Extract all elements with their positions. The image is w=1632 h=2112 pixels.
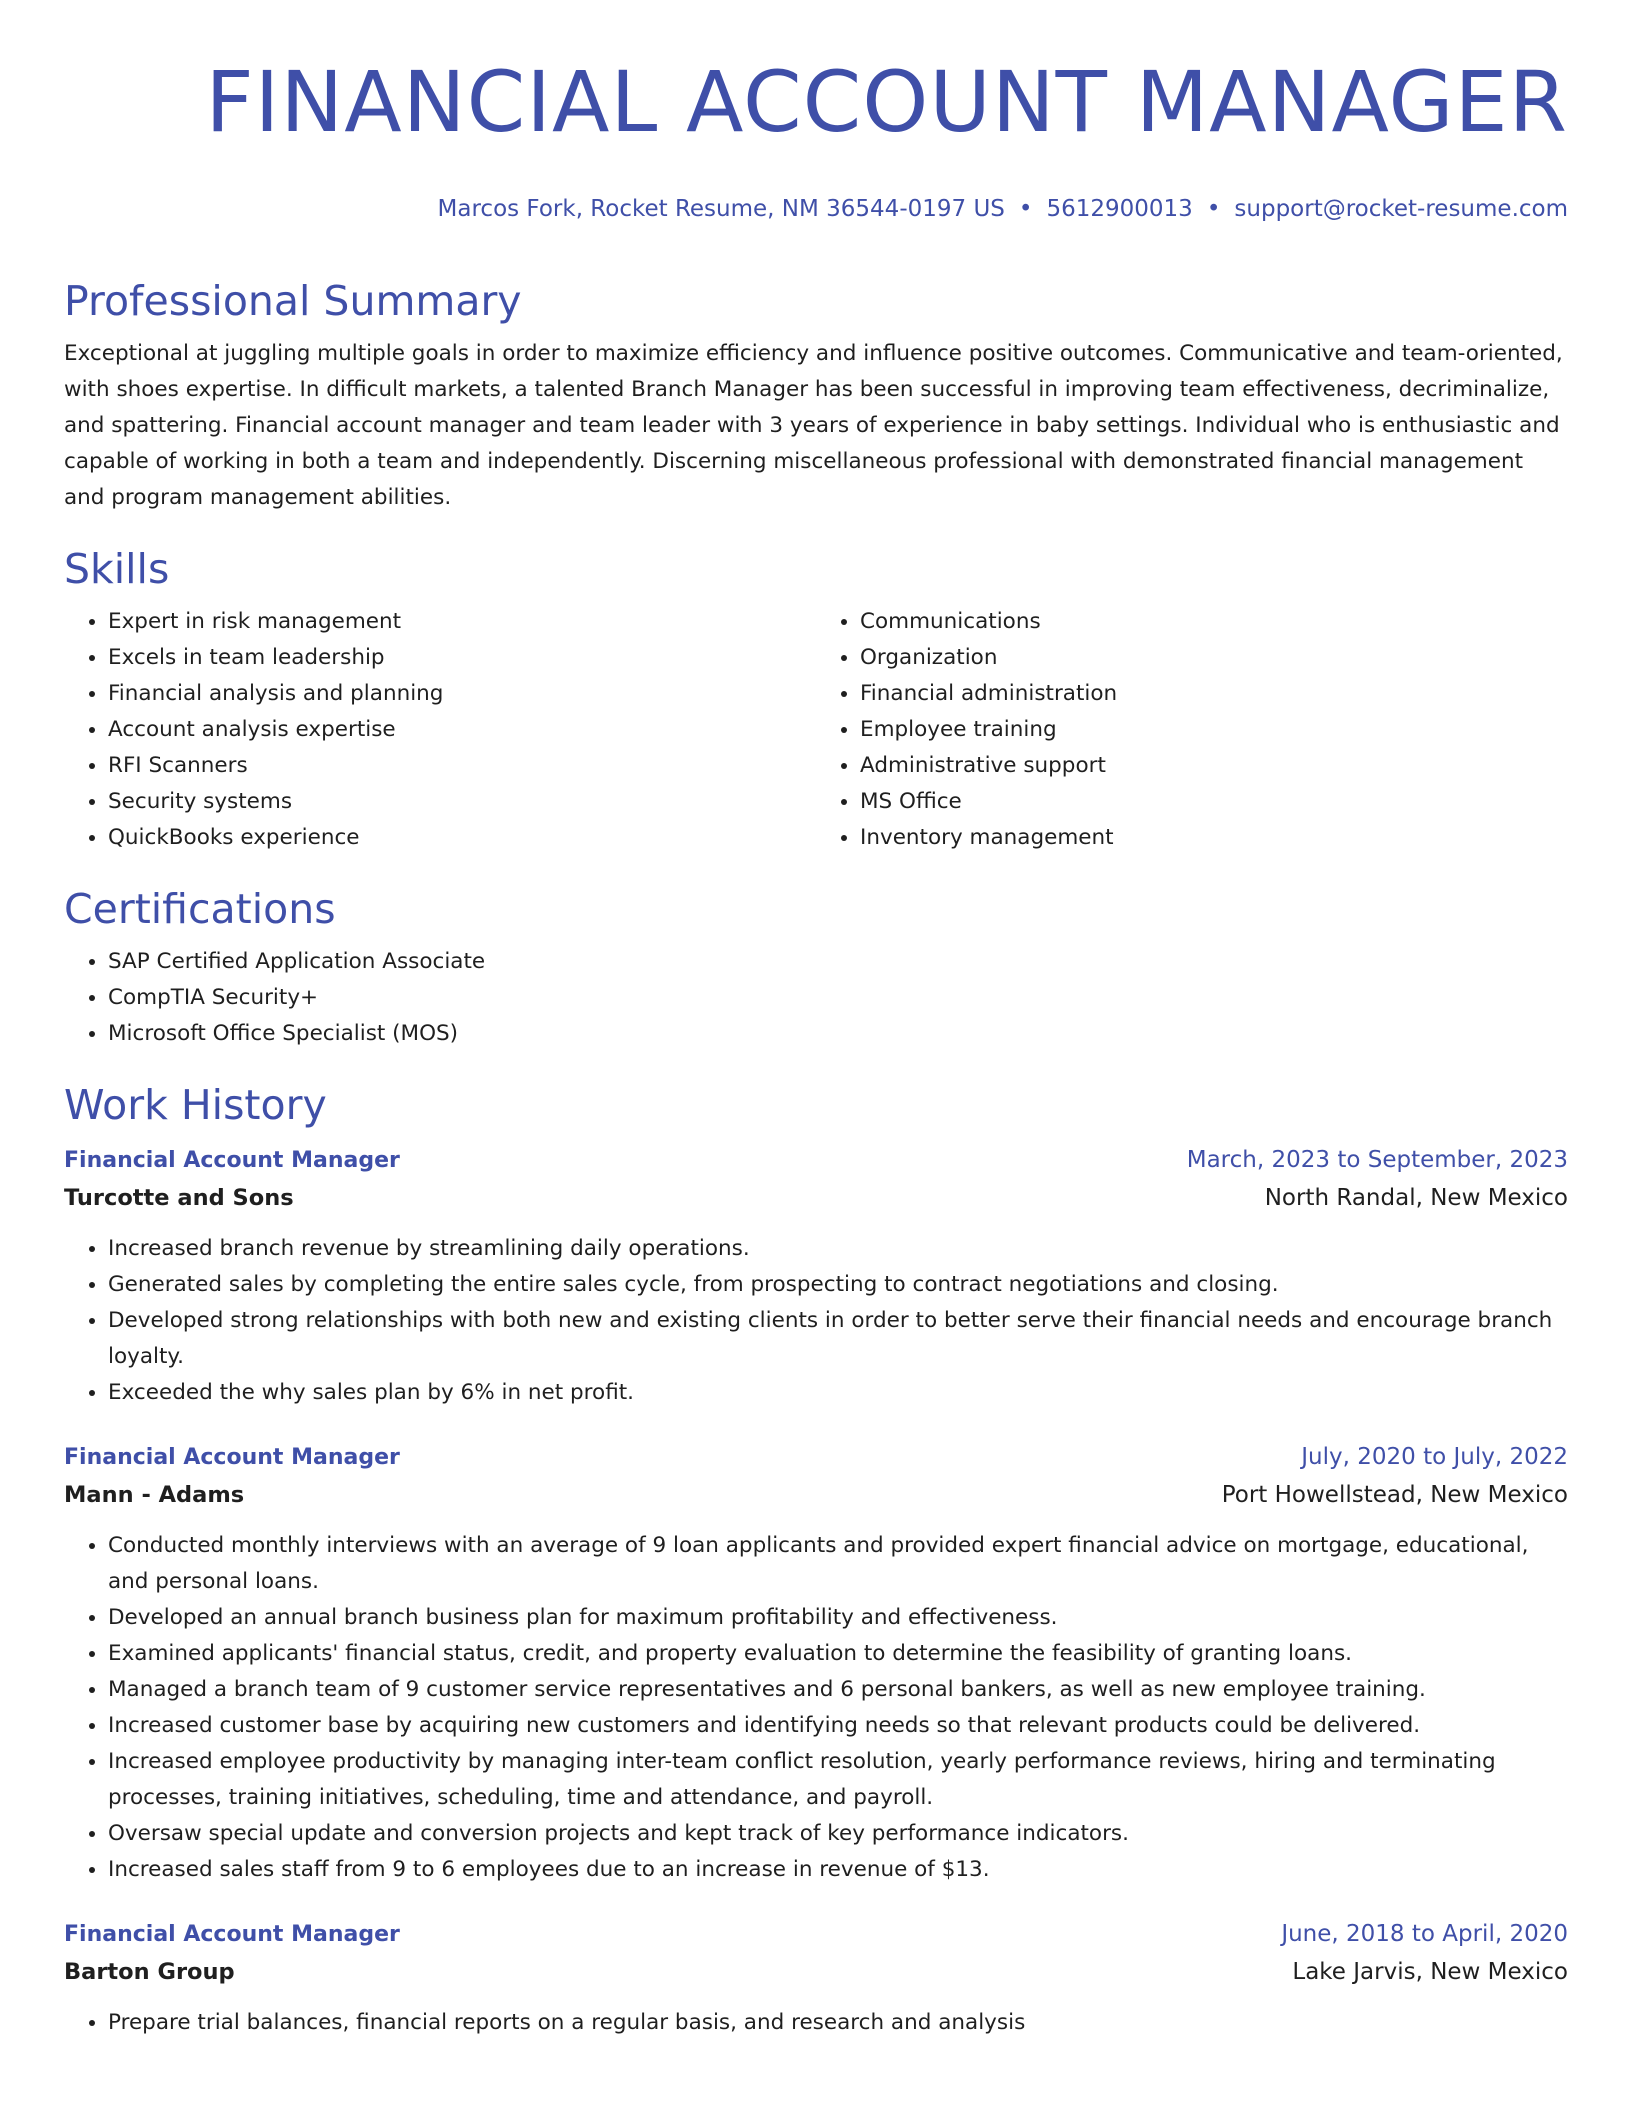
contact-address: Marcos Fork, Rocket Resume, NM 36544-0197 US [437,196,1005,222]
job-company-row [64,1179,1568,1217]
skills-list-left [64,604,816,856]
job-company-row [64,1476,1568,1514]
job-location: Port Howellstead, New Mexico [1221,1482,1568,1508]
skill-item: • RFI Scanners [108,748,816,784]
skill-item: • Communications [860,604,1568,640]
certification-item: • CompTIA Security+ [108,980,1568,1016]
job-bullets [64,1231,1568,1411]
job-company: Mann - Adams [64,1482,245,1508]
contact-email: support@rocket-resume.com [1234,196,1568,222]
job-bullet: • Developed an annual branch business plan for maximum profitability and effectiveness. [108,1600,1568,1636]
job-bullet: • Increased customer base by acquiring new customers and identifying needs so that relevant products could be delivered. [108,1708,1568,1744]
skills-heading: Skills [64,545,170,593]
job-bullet: • Prepare trial balances, financial reports on a regular basis, and research and analysis [108,2005,1568,2041]
job-entry [64,1439,1568,1888]
job-bullet: • Exceeded the why sales plan by 6% in net profit. [108,1375,1568,1411]
skill-item: • MS Office [860,784,1568,820]
job-bullet: • Increased sales staff from 9 to 6 employees due to an increase in revenue of $13. [108,1852,1568,1888]
job-bullet: • Examined applicants' financial status, credit, and property evaluation to determine the feasibility of granting loans. [108,1636,1568,1672]
contact-separator: • [1206,196,1221,222]
skill-item: • Excels in team leadership [108,640,816,676]
job-company: Barton Group [64,1959,235,1985]
job-location: North Randal, New Mexico [1264,1185,1568,1211]
contact-phone: 5612900013 [1046,196,1193,222]
job-bullet: • Conducted monthly interviews with an average of 9 loan applicants and provided expert financial advice on mortgage, educational, and personal loans. [108,1528,1568,1600]
job-dates: March, 2023 to September, 2023 [1186,1147,1568,1173]
skills-list-right [816,604,1568,856]
job-company-row [64,1953,1568,1991]
job-bullet: • Increased branch revenue by streamlining daily operations. [108,1231,1568,1267]
contact-separator: • [1018,196,1033,222]
skill-item: • Expert in risk management [108,604,816,640]
job-bullet: • Generated sales by completing the entire sales cycle, from prospecting to contract negotiations and closing. [108,1267,1568,1303]
summary-heading: Professional Summary [64,277,522,325]
certification-item: • SAP Certified Application Associate [108,944,1568,980]
skill-item: • Account analysis expertise [108,712,816,748]
job-entry [64,1142,1568,1411]
skill-item: • Financial administration [860,676,1568,712]
certifications-list [64,944,1568,1052]
skill-item: • Financial analysis and planning [108,676,816,712]
certifications-heading: Certifications [64,885,336,933]
job-title: Financial Account Manager [64,1148,400,1173]
skill-item: • QuickBooks experience [108,820,816,856]
job-title: Financial Account Manager [64,1445,400,1470]
job-location: Lake Jarvis, New Mexico [1292,1959,1568,1985]
job-bullets [64,2005,1568,2041]
job-dates: June, 2018 to April, 2020 [1281,1921,1568,1947]
skill-item: • Security systems [108,784,816,820]
job-dates: July, 2020 to July, 2022 [1301,1444,1568,1470]
skill-item: • Inventory management [860,820,1568,856]
resume-title: FINANCIAL ACCOUNT MANAGER [205,53,1568,151]
job-bullet: • Increased employee productivity by managing inter-team conflict resolution, yearly performance reviews, hiring and terminating processes, training initiatives, scheduling, time and attendance, and payroll. [108,1744,1568,1816]
skill-item: • Administrative support [860,748,1568,784]
job-title: Financial Account Manager [64,1922,400,1947]
job-entry [64,1916,1568,2041]
work-history-heading: Work History [64,1081,327,1129]
job-header-row [64,1439,1568,1476]
job-header-row [64,1916,1568,1953]
skills-columns [64,604,1568,856]
certification-item: • Microsoft Office Specialist (MOS) [108,1016,1568,1052]
job-company: Turcotte and Sons [64,1185,294,1211]
summary-text: Exceptional at juggling multiple goals in order to maximize efficiency and influence positive outcomes. Communicative and team-oriented, with shoes expertise. In difficult markets, a talented Branch Manager has been successful in improving team effectiveness, decriminalize, and spattering. Financial account manager and team leader with 3 years of experience in baby settings. Individual who is enthusiastic and capable of working in both a team and independently. Discerning miscellaneous professional with demonstrated financial management and program management abilities. [64,341,1563,510]
job-bullet: • Oversaw special update and conversion projects and kept track of key performance indicators. [108,1816,1568,1852]
job-bullet: • Developed strong relationships with both new and existing clients in order to better serve their financial needs and encourage branch loyalty. [108,1303,1568,1375]
job-bullet: • Managed a branch team of 9 customer service representatives and 6 personal bankers, as well as new employee training. [108,1672,1568,1708]
contact-line [64,194,1568,224]
skill-item: • Employee training [860,712,1568,748]
skill-item: • Organization [860,640,1568,676]
job-bullets [64,1528,1568,1888]
job-header-row [64,1142,1568,1179]
